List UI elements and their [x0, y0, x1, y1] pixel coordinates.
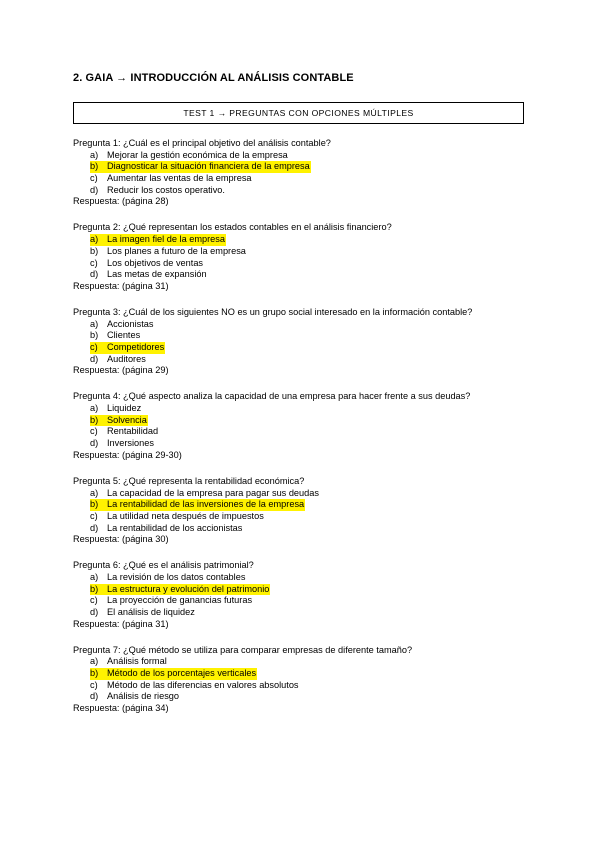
option-b-correct: b) Diagnosticar la situación financiera de la empresa — [90, 161, 310, 172]
option-d: d) Auditores — [90, 353, 146, 364]
option-d: d) El análisis de liquidez — [90, 607, 195, 618]
question-3 — [73, 307, 533, 377]
option-d: d) Análisis de riesgo — [90, 691, 180, 702]
answer-reference: Respuesta: (página 31) — [73, 280, 169, 291]
option-a: a) La capacidad de la empresa para pagar sus deudas — [90, 487, 319, 498]
option-c: c) Método de las diferencias en valores absolutos — [90, 679, 299, 690]
question-text: Pregunta 3: ¿Cuál de los siguientes NO es un grupo social interesado en la información contable? — [73, 306, 473, 317]
question-list — [73, 138, 533, 729]
option-b-correct: b) Método de los porcentajes verticales — [90, 668, 257, 679]
question-text: Pregunta 6: ¿Qué es el análisis patrimonial? — [73, 560, 254, 571]
option-c: c) Aumentar las ventas de la empresa — [90, 173, 252, 184]
answer-reference: Respuesta: (página 29-30) — [73, 449, 182, 460]
test-title: TEST 1 → PREGUNTAS CON OPCIONES MÚLTIPLES — [183, 108, 414, 118]
option-a: a) Análisis formal — [90, 656, 167, 667]
option-a: a) La revisión de los datos contables — [90, 571, 246, 582]
test-title-box — [73, 102, 524, 124]
option-c: c) Los objetivos de ventas — [90, 257, 204, 268]
option-b: b) Clientes — [90, 330, 141, 341]
question-2 — [73, 222, 533, 292]
option-d: d) La rentabilidad de los accionistas — [90, 522, 243, 533]
option-c: c) La proyección de ganancias futuras — [90, 595, 253, 606]
question-text: Pregunta 7: ¿Qué método se utiliza para comparar empresas de diferente tamaño? — [73, 644, 413, 655]
option-d: d) Las metas de expansión — [90, 269, 207, 280]
option-c: c) La utilidad neta después de impuestos — [90, 510, 264, 521]
answer-reference: Respuesta: (página 29) — [73, 365, 169, 376]
question-text: Pregunta 5: ¿Qué representa la rentabilidad económica? — [73, 475, 305, 486]
option-a: a) Mejorar la gestión económica de la empresa — [90, 149, 288, 160]
option-b-correct: b) Solvencia — [90, 414, 147, 425]
option-b-correct: b) La rentabilidad de las inversiones de la empresa — [90, 499, 305, 510]
option-a-correct: a) La imagen fiel de la empresa — [90, 234, 225, 245]
option-c-correct: c) Competidores — [90, 341, 165, 352]
option-b: b) Los planes a futuro de la empresa — [90, 245, 246, 256]
answer-reference: Respuesta: (página 30) — [73, 534, 169, 545]
answer-reference: Respuesta: (página 31) — [73, 618, 169, 629]
question-6 — [73, 560, 533, 630]
question-4 — [73, 391, 533, 461]
option-d: d) Inversiones — [90, 438, 154, 449]
question-text: Pregunta 2: ¿Qué representan los estados contables en el análisis financiero? — [73, 222, 392, 233]
option-c: c) Rentabilidad — [90, 426, 159, 437]
question-text: Pregunta 1: ¿Cuál es el principal objetivo del análisis contable? — [73, 138, 331, 148]
section-title: 2. GAIA → INTRODUCCIÓN AL ANÁLISIS CONTABLE — [73, 72, 354, 84]
question-7 — [73, 645, 533, 715]
answer-reference: Respuesta: (página 34) — [73, 703, 169, 714]
question-text: Pregunta 4: ¿Qué aspecto analiza la capacidad de una empresa para hacer frente a sus deudas? — [73, 391, 471, 402]
option-b-correct: b) La estructura y evolución del patrimonio — [90, 583, 270, 594]
question-1 — [73, 138, 533, 208]
option-a: a) Liquidez — [90, 403, 142, 414]
option-d: d) Reducir los costos operativo. — [90, 184, 225, 195]
answer-reference: Respuesta: (página 28) — [73, 196, 169, 207]
question-5 — [73, 476, 533, 546]
option-a: a) Accionistas — [90, 318, 154, 329]
